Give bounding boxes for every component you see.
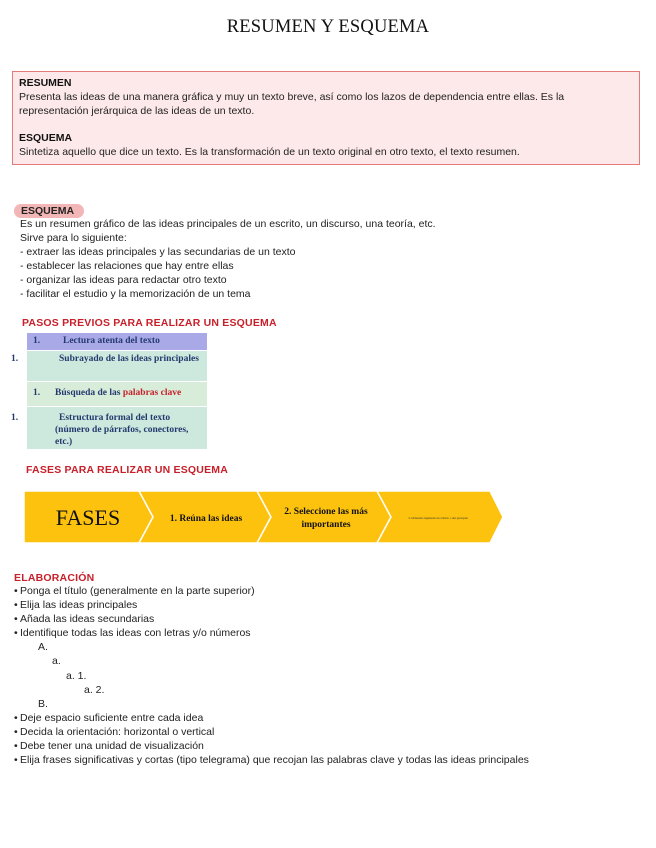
esquema-line: Sirve para lo siguiente: <box>20 232 127 245</box>
list-item: • Identifique todas las ideas con letras y/o números <box>14 627 251 640</box>
esquema-line: - organizar las ideas para redactar otro texto <box>20 274 227 287</box>
esquema-description <box>20 217 436 302</box>
page-title: RESUMEN Y ESQUEMA <box>226 17 430 37</box>
list-item: • Decida la orientación: horizontal o vertical <box>14 725 215 738</box>
fases-chevron-diagram <box>24 491 504 543</box>
esquema-line: - extraer las ideas principales y las secundarias de un texto <box>20 246 296 259</box>
esquema-line: - facilitar el estudio y la memorización de un tema <box>20 288 251 301</box>
outline-item-a2: a. 2. <box>84 683 105 696</box>
outline-item-A: A. <box>38 641 48 654</box>
step-number: 1. <box>33 336 41 346</box>
resumen-heading: RESUMEN <box>19 77 72 89</box>
step-text: Búsqueda de las <box>55 388 123 398</box>
step-number: 1. <box>11 413 19 423</box>
outline-item-a1: a. 1. <box>66 669 87 682</box>
fases-main-label: FASES <box>55 505 121 530</box>
phase-2-label-line-1: 2. Seleccione las más <box>284 507 368 517</box>
pasos-list <box>11 333 207 449</box>
list-item: • Elija frases significativas y cortas (tipo telegrama) que recojan las palabras clave y todas las ideas principales <box>14 754 529 767</box>
pasos-heading: PASOS PREVIOS PARA REALIZAR UN ESQUEMA <box>22 317 277 329</box>
esquema-label-pill: ESQUEMA <box>14 204 84 218</box>
outline-item-B: B. <box>38 697 48 710</box>
step-text: Lectura atenta del texto <box>63 336 160 346</box>
list-item: • Elija las ideas principales <box>14 599 138 612</box>
phase-1-label: 1. Reúna las ideas <box>169 514 243 524</box>
step-number: 1. <box>33 388 41 398</box>
elaboracion-list <box>14 584 529 767</box>
esquema-heading: ESQUEMA <box>19 132 73 144</box>
keyword-highlight: palabras clave <box>122 388 182 398</box>
definitions-box <box>12 71 640 165</box>
list-item: • Ponga el título (generalmente en la parte superior) <box>14 585 255 597</box>
list-item: • Deje espacio suficiente entre cada idea <box>14 711 204 724</box>
resumen-text-line-1: Presenta las ideas de una manera gráfica y muy un texto breve, así como los lazos de dependencia entre ellas. Es la <box>19 91 565 103</box>
esquema-line: - establecer las relaciones que hay entre ellas <box>20 260 234 273</box>
phase-2-label-line-2: importantes <box>301 520 351 530</box>
fases-heading: FASES PARA REALIZAR UN ESQUEMA <box>26 464 229 476</box>
phase-2-chevron <box>257 491 391 543</box>
step-text: Subrayado de las ideas principales <box>59 354 199 364</box>
esquema-definition-text: Sintetiza aquello que dice un texto. Es la transformación de un texto original en otro texto, el texto resumen. <box>19 146 520 158</box>
pasos-step-3 <box>27 382 207 406</box>
list-item: • Debe tener una unidad de visualización <box>14 740 204 753</box>
step-number: 1. <box>11 354 19 364</box>
pasos-step-2 <box>11 351 207 381</box>
elaboracion-heading: ELABORACIÓN <box>14 572 95 584</box>
outline-item-a: a. <box>52 655 61 668</box>
esquema-line: Es un resumen gráfico de las ideas principales de un escrito, un discurso, una teoría, etc. <box>20 218 436 230</box>
resumen-text-line-2: representación jerárquica de las ideas de un texto. <box>19 105 255 117</box>
step-text: Estructura formal del texto (número de párrafos, conectores, etc.) <box>55 413 189 447</box>
pasos-step-4 <box>11 407 207 449</box>
pasos-step-1 <box>27 333 207 350</box>
list-item: • Añada las ideas secundarias <box>14 613 155 626</box>
phase-3-label: 3. Ordenelas siguiendo un criterio o una jerarquía <box>408 516 468 520</box>
